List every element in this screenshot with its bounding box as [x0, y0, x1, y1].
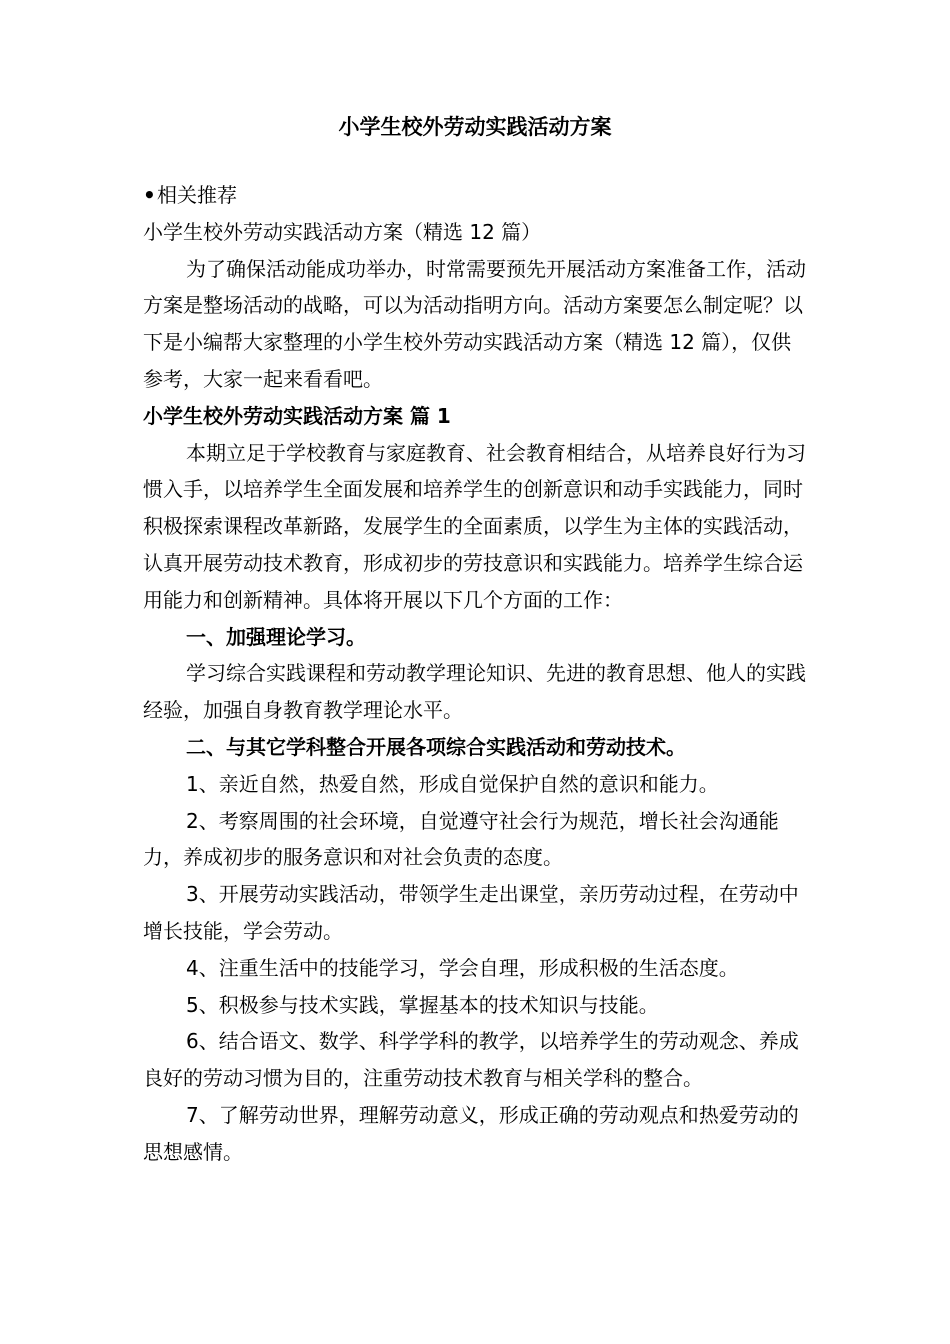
intro-paragraph: 为了确保活动能成功举办，时常需要预先开展活动方案准备工作，活动方案是整场活动的战略，可以为活动指明方向。活动方案要怎么制定呢？以下是小编帮大家整理的小学生校外劳动实践活动方案（精选 12 篇），仅供参考，大家一起来看看吧。 — [143, 256, 806, 391]
section-heading: 小学生校外劳动实践活动方案 篇 1 — [143, 403, 451, 428]
related-recommend — [143, 177, 810, 214]
list-item: 4、注重生活中的技能学习，学会自理，形成积极的生活态度。 — [186, 955, 739, 980]
subheading-2: 二、与其它学科整合开展各项综合实践活动和劳动技术。 — [186, 734, 686, 759]
list-item: 6、结合语文、数学、科学学科的教学，以培养学生的劳动观念、养成良好的劳动习惯为目的，注重劳动技术教育与相关学科的整合。 — [143, 1029, 799, 1091]
list-item: 3、开展劳动实践活动，带领学生走出课堂，亲历劳动过程，在劳动中增长技能，学会劳动。 — [143, 882, 799, 943]
section-intro-paragraph: 本期立足于学校教育与家庭教育、社会教育相结合，从培养良好行为习惯入手，以培养学生全面发展和培养学生的创新意识和动手实践能力，同时积极探索课程改革新路，发展学生的全面素质，以学生为主体的实践活动，认真开展劳动技术教育，形成初步的劳技意识和实践能力。培养学生综合运用能力和创新精神。具体将开展以下几个方面的工作： — [143, 440, 806, 612]
bullet-icon: • — [143, 183, 156, 207]
subheading-1: 一、加强理论学习。 — [186, 624, 366, 649]
list-item: 2、考察周围的社会环境，自觉遵守社会行为规范，增长社会沟通能力，养成初步的服务意识和对社会负责的态度。 — [143, 808, 779, 870]
related-link[interactable]: 小学生校外劳动实践活动方案（精选 12 篇） — [143, 219, 542, 244]
document-body — [143, 177, 810, 1171]
list-item: 1、亲近自然，热爱自然，形成自觉保护自然的意识和能力。 — [186, 771, 719, 796]
paragraph-1: 学习综合实践课程和劳动教学理论知识、先进的教育思想、他人的实践经验，加强自身教育教学理论水平。 — [143, 661, 806, 723]
related-label[interactable]: 相关推荐 — [157, 183, 237, 207]
document-title: 小学生校外劳动实践活动方案 — [338, 115, 612, 139]
list-item: 7、了解劳动世界，理解劳动意义，形成正确的劳动观点和热爱劳动的思想感情。 — [143, 1102, 799, 1164]
list-item: 5、积极参与技术实践，掌握基本的技术知识与技能。 — [186, 992, 659, 1017]
